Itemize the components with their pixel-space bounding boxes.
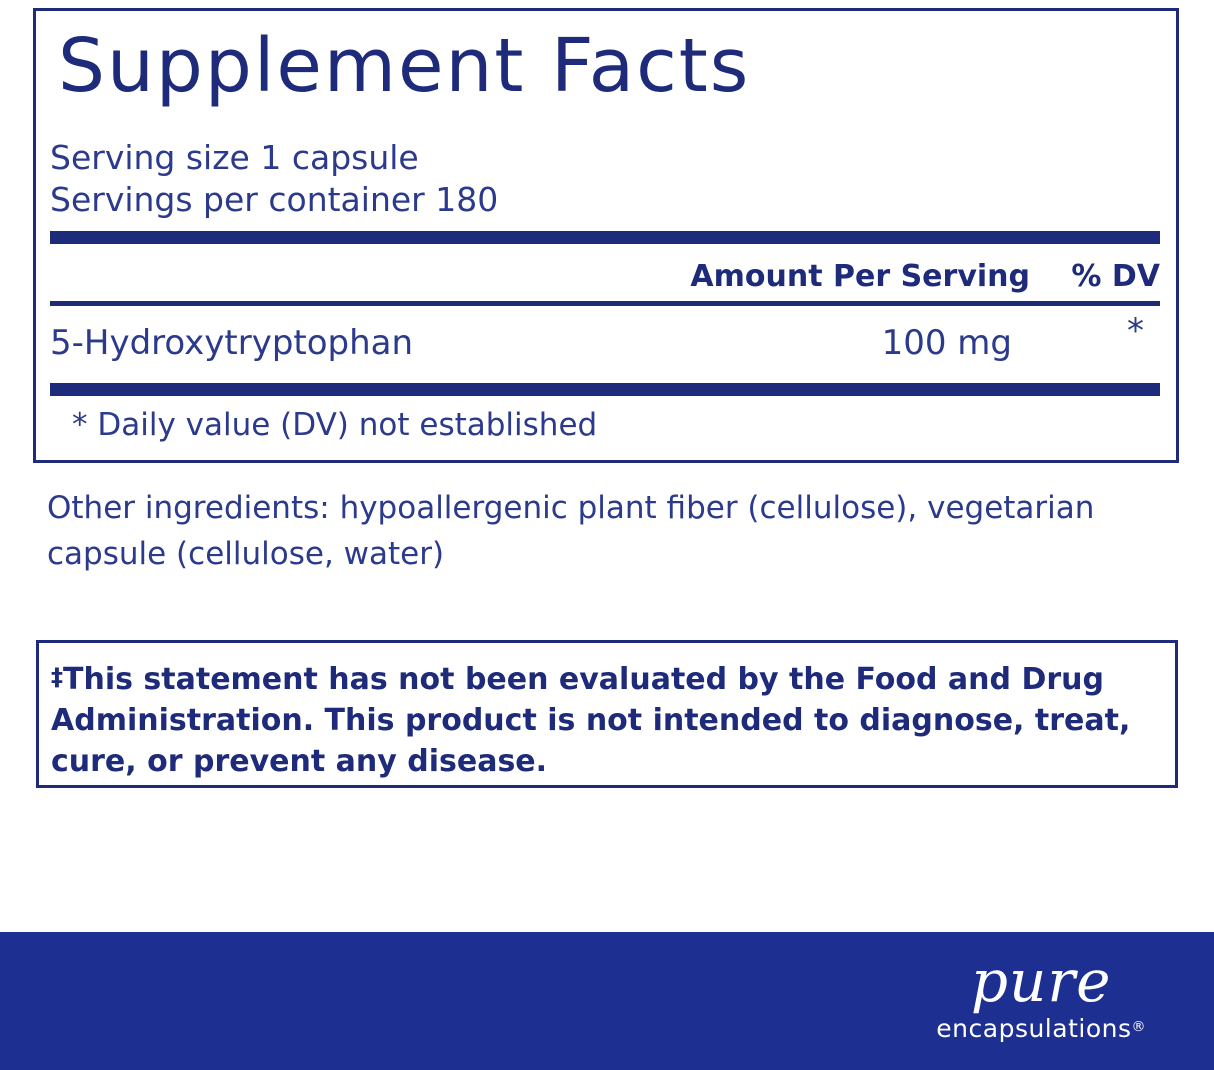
serving-size-line: Serving size 1 capsule [50,138,419,177]
fda-disclaimer-text [51,657,1167,782]
daily-value-footnote: * Daily value (DV) not established [72,407,598,443]
other-ingredients-text: Other ingredients: hypoallergenic plant fiber (cellulose), vegetarian capsule (cellulose, water) [47,490,1095,572]
fda-disclaimer-body: This statement has not been evaluated by the Food and Drug Administration. This product is not intended to diagnose, treat, cure, or prevent any disease. [51,662,1131,779]
brand-subtitle [936,1012,1146,1044]
brand-footer-bar [0,932,1214,1070]
fda-disclaimer-box [36,640,1178,788]
brand-name-text: pure [970,947,1112,1015]
registered-trademark-icon: ® [1131,1019,1146,1035]
panel-title: Supplement Facts [58,23,751,109]
table-row [50,311,1160,377]
column-header-amount-per-serving: Amount Per Serving [690,259,1030,294]
divider-thin [50,301,1160,306]
nutrient-daily-value: * [1127,311,1144,351]
column-header-percent-dv: % DV [1071,259,1160,294]
brand-subtitle-text: encapsulations [936,1014,1132,1043]
divider-thick-top [50,231,1160,244]
brand-logo [936,947,1146,1044]
supplement-facts-panel [33,8,1179,463]
nutrient-name: 5-Hydroxytryptophan [50,323,414,363]
table-header-row [50,259,1160,299]
nutrient-amount: 100 mg [881,323,1012,363]
divider-thick-bottom [50,383,1160,396]
double-dagger-symbol: ‡ [51,663,63,691]
servings-per-container-line: Servings per container 180 [50,180,499,219]
